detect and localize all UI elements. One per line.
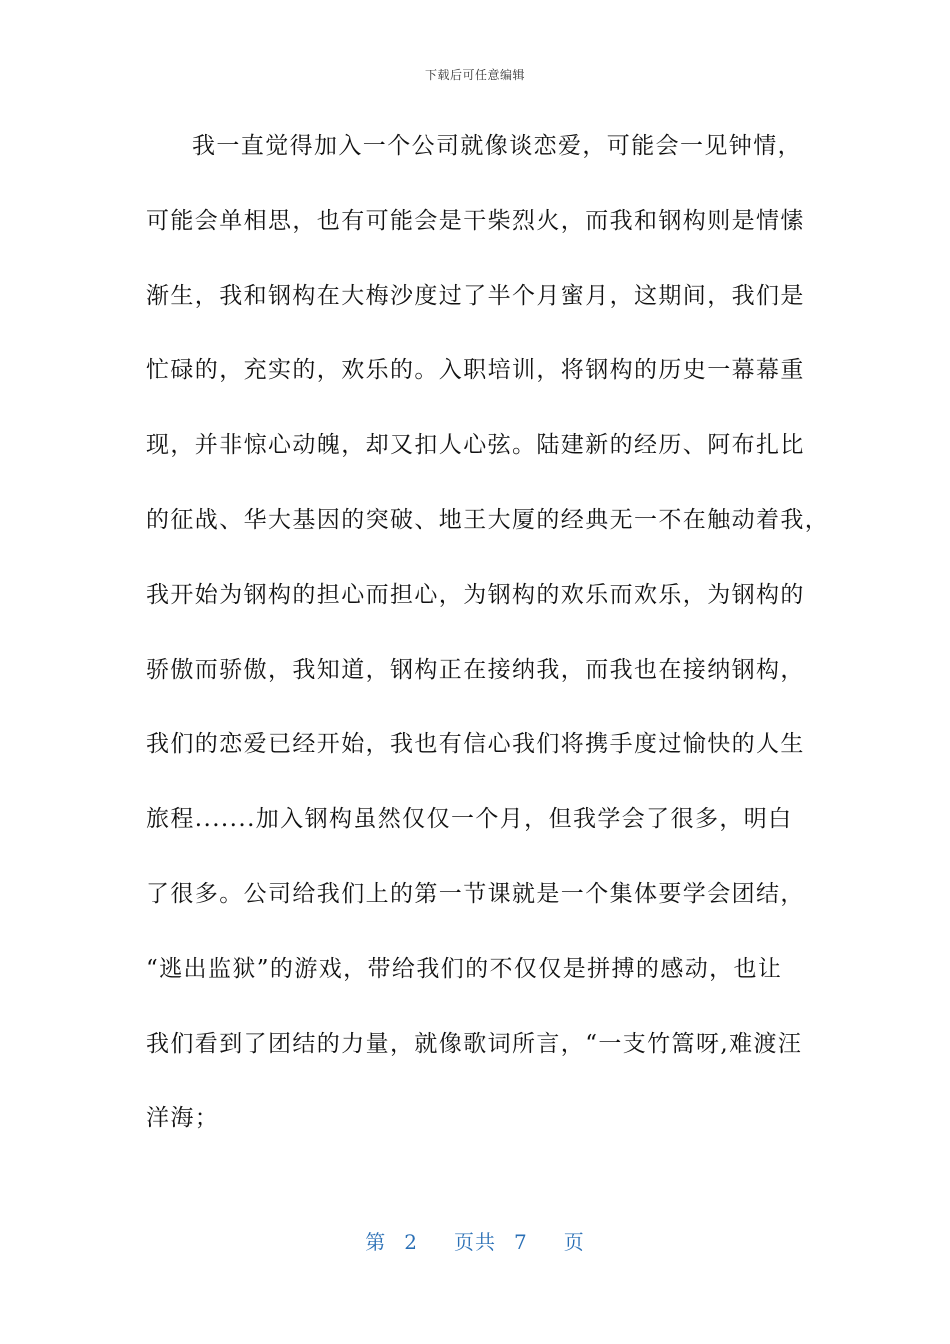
- page-suffix: 页: [563, 1230, 585, 1254]
- body-paragraph: [146, 126, 830, 1173]
- paragraph-line: 的征战、华大基因的突破、地王大厦的经典无一不在触动着我，: [146, 506, 830, 533]
- header-note: 下载后可任意编辑: [424, 68, 525, 82]
- page-middle: 页共: [454, 1230, 496, 1254]
- paragraph-line: 洋海；: [146, 1105, 220, 1132]
- paragraph-line: 忙碌的，充实的，欢乐的。入职培训，将钢构的历史一幕幕重: [146, 357, 805, 384]
- paragraph-line: 可能会单相思，也有可能会是干柴烈火，而我和钢构则是情愫: [146, 207, 805, 234]
- paragraph-line: 骄傲而骄傲，我知道，钢构正在接纳我，而我也在接纳钢构，: [146, 656, 805, 683]
- paragraph-line: 旅程.......加入钢构虽然仅仅一个月，但我学会了很多，明白: [146, 806, 793, 833]
- paragraph-line: 现，并非惊心动魄，却又扣人心弦。陆建新的经历、阿布扎比: [146, 432, 805, 459]
- paragraph-line: 我们看到了团结的力量，就像歌词所言，“一支竹篙呀,难渡汪: [146, 1030, 803, 1057]
- paragraph-line: 了很多。公司给我们上的第一节课就是一个集体要学会团结，: [146, 880, 805, 907]
- page-prefix: 第: [365, 1230, 387, 1254]
- page-current: 2: [404, 1230, 418, 1254]
- page-number-footer: [0, 1226, 950, 1255]
- paragraph-line: 我们的恋爱已经开始，我也有信心我们将携手度过愉快的人生: [146, 731, 805, 758]
- page-total: 7: [514, 1230, 528, 1254]
- paragraph-line: 我开始为钢构的担心而担心，为钢构的欢乐而欢乐，为钢构的: [146, 581, 805, 608]
- paragraph-line: “逃出监狱”的游戏，带给我们的不仅仅是拼搏的感动，也让: [146, 955, 783, 982]
- paragraph-line: 渐生，我和钢构在大梅沙度过了半个月蜜月，这期间，我们是: [146, 282, 805, 309]
- paragraph-line: 我一直觉得加入一个公司就像谈恋爱，可能会一见钟情，: [192, 133, 802, 159]
